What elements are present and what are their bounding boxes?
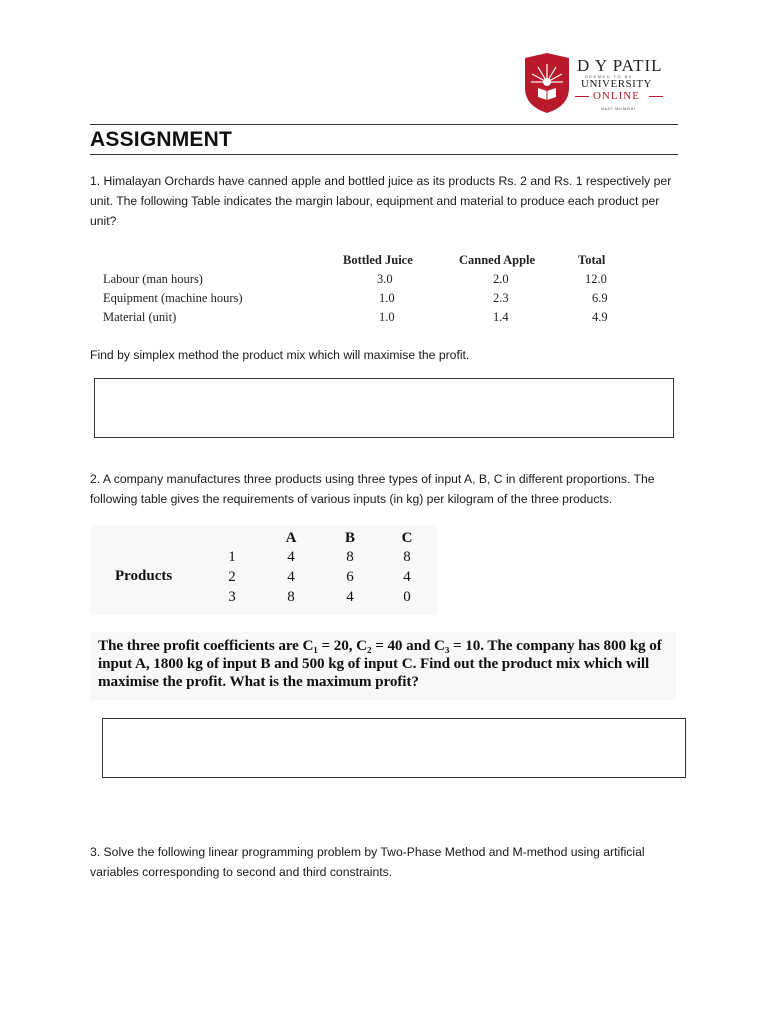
logo-online: ONLINE [593,90,640,102]
q2-cell: 4 [287,549,295,565]
q2-row-label: Products [115,568,173,584]
q2-cell: 4 [346,589,354,605]
q1-cell: 1.4 [493,310,509,324]
q1-answer-box[interactable] [94,378,674,438]
q2-cell: 8 [346,549,354,565]
q2-col-header: A [285,530,297,546]
q1-cell: 1.0 [379,310,395,324]
q1-instruction: Find by simplex method the product mix which will maximise the profit. [90,348,470,362]
q2-cell: 4 [403,569,411,585]
q2-profit-text: The three profit coefficients are C₁ = 20, C₂ = 40 and C₃ = 10. The company has 800 kg of input A, 1800 kg of input B and 500 kg of input C. Find out the product mix which will maximise the profit. What is the maximum profit? [98,637,662,690]
q1-cell: 2.3 [493,291,509,305]
q1-cell: 4.9 [592,310,608,324]
q1-header-total: Total [578,253,606,267]
logo-city: NAVI MUMBAI [601,106,636,111]
q1-cell: 2.0 [493,272,509,286]
q2-cell: 0 [403,589,411,605]
q1-header-canned-apple: Canned Apple [459,253,536,267]
q2-cell: 8 [287,589,295,605]
top-rule [90,124,678,125]
q1-row-label: Equipment (machine hours) [103,291,243,305]
q1-row-label: Material (unit) [103,310,177,324]
q1-cell: 6.9 [592,291,608,305]
q1-row-label: Labour (man hours) [103,272,203,286]
q2-row-id: 3 [228,589,236,605]
shield-emblem-icon [523,52,571,114]
q2-profit-block [90,632,676,700]
q1-header-bottled-juice: Bottled Juice [343,253,413,267]
q2-cell: 4 [287,569,295,585]
logo-online-row [575,90,663,102]
q1-cell: 3.0 [377,272,393,286]
logo-deemed: DEEMED TO BE [585,74,634,79]
q2-text: 2. A company manufactures three products using three types of input A, B, C in different proportions. The following table gives the requirements of various inputs (in kg) per kilogram of the three products. [90,472,655,506]
q1-table [103,253,623,333]
q2-col-header: C [401,530,413,546]
q2-answer-box[interactable] [102,718,686,778]
logo-name: D Y PATIL [577,56,663,75]
university-logo [523,50,678,120]
q2-row-id: 2 [228,569,236,585]
q1-cell: 1.0 [379,291,395,305]
q2-cell: 6 [346,569,354,585]
q2-table [90,525,437,615]
q1-text: 1. Himalayan Orchards have canned apple and bottled juice as its products Rs. 2 and Rs. 1 respectively per unit. The following Table indicates the margin labour, equipment and material to produce each product per unit? [90,174,672,228]
q3-text: 3. Solve the following linear programming problem by Two-Phase Method and M-method using artificial variables corresponding to second and third constraints. [90,845,645,879]
q2-cell: 8 [403,549,411,565]
q2-row-id: 1 [228,549,236,565]
q1-cell: 12.0 [585,272,607,286]
page-title: ASSIGNMENT [90,128,233,151]
q2-col-header: B [344,530,355,546]
logo-university: UNIVERSITY [581,78,652,90]
title-underline [90,154,678,155]
